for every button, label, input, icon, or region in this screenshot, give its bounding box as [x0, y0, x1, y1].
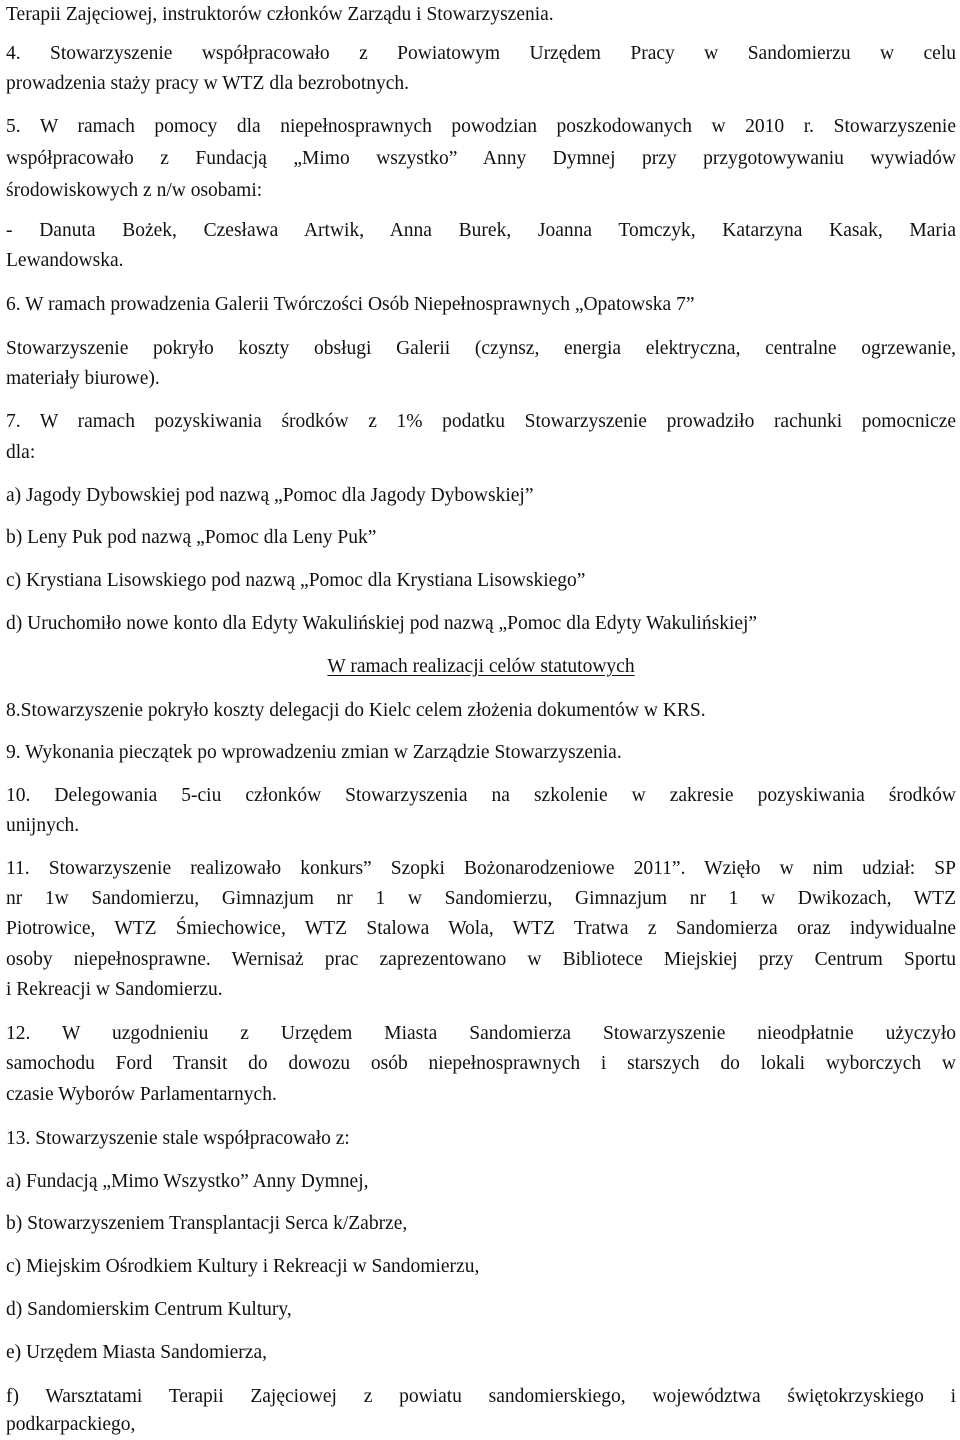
text-line: b) Leny Puk pod nazwą „Pomoc dla Leny Puk”	[6, 527, 377, 548]
text-line: d) Sandomierskim Centrum Kultury,	[6, 1299, 292, 1320]
text-line: nr 1w Sandomierzu, Gimnazjum nr 1 w Sandomierzu, Gimnazjum nr 1 w Dwikozach, WTZ	[6, 888, 956, 909]
text-line: unijnych.	[6, 815, 80, 836]
text-line: Piotrowice, WTZ Śmiechowice, WTZ Stalowa Wola, WTZ Tratwa z Sandomierza oraz indywidualne	[6, 918, 956, 939]
text-line: a) Jagody Dybowskiej pod nazwą „Pomoc dla Jagody Dybowskiej”	[6, 485, 534, 506]
text-line: podkarpackiego,	[6, 1414, 136, 1435]
text-line: e) Urzędem Miasta Sandomierza,	[6, 1342, 267, 1363]
text-line: 5. W ramach pomocy dla niepełnosprawnych powodzian poszkodowanych w 2010 r. Stowarzyszenie	[6, 116, 956, 137]
text-line: prowadzenia staży pracy w WTZ dla bezrobotnych.	[6, 73, 410, 94]
text-line: środowiskowych z n/w osobami:	[6, 180, 263, 201]
text-line: 10. Delegowania 5-ciu członków Stowarzyszenia na szkolenie w zakresie pozyskiwania środków	[6, 785, 956, 806]
text-line: 12. W uzgodnieniu z Urzędem Miasta Sandomierza Stowarzyszenie nieodpłatnie użyczyło	[6, 1023, 956, 1044]
text-line: c) Miejskim Ośrodkiem Kultury i Rekreacji w Sandomierzu,	[6, 1256, 480, 1277]
text-line: f) Warsztatami Terapii Zajęciowej z powiatu sandomierskiego, województwa świętokrzyskiego i	[6, 1386, 956, 1407]
text-line: czasie Wyborów Parlamentarnych.	[6, 1084, 277, 1105]
text-line: - Danuta Bożek, Czesława Artwik, Anna Burek, Joanna Tomczyk, Katarzyna Kasak, Maria	[6, 220, 956, 241]
text-line: dla:	[6, 442, 36, 463]
text-line: b) Stowarzyszeniem Transplantacji Serca k/Zabrze,	[6, 1213, 408, 1234]
text-line: Terapii Zajęciowej, instruktorów członków Zarządu i Stowarzyszenia.	[6, 4, 554, 25]
text-line: materiały biurowe).	[6, 368, 160, 389]
text-line: 4. Stowarzyszenie współpracowało z Powiatowym Urzędem Pracy w Sandomierzu w celu	[6, 43, 956, 64]
text-line: 6. W ramach prowadzenia Galerii Twórczości Osób Niepełnosprawnych „Opatowska 7”	[6, 294, 695, 315]
text-line: współpracowało z Fundacją „Mimo wszystko” Anny Dymnej przy przygotowywaniu wywiadów	[6, 148, 956, 169]
text-line: 11. Stowarzyszenie realizowało konkurs” Szopki Bożonarodzeniowe 2011”. Wzięło w nim udział: SP	[6, 858, 956, 879]
text-line: 8.Stowarzyszenie pokryło koszty delegacji do Kielc celem złożenia dokumentów w KRS.	[6, 700, 706, 721]
text-line: i Rekreacji w Sandomierzu.	[6, 979, 223, 1000]
text-line: c) Krystiana Lisowskiego pod nazwą „Pomoc dla Krystiana Lisowskiego”	[6, 570, 586, 591]
text-line: a) Fundacją „Mimo Wszystko” Anny Dymnej,	[6, 1171, 369, 1192]
text-line: Stowarzyszenie pokryło koszty obsługi Galerii (czynsz, energia elektryczna, centralne ogrzewanie,	[6, 338, 956, 359]
text-line: d) Uruchomiło nowe konto dla Edyty Wakulińskiej pod nazwą „Pomoc dla Edyty Wakulińskiej”	[6, 613, 758, 634]
text-line: osoby niepełnosprawne. Wernisaż prac zaprezentowano w Bibliotece Miejskiej przy Centrum Sportu	[6, 949, 956, 970]
text-line: Lewandowska.	[6, 250, 124, 271]
text-line: 7. W ramach pozyskiwania środków z 1% podatku Stowarzyszenie prowadziło rachunki pomocnicze	[6, 411, 956, 432]
text-line: samochodu Ford Transit do dowozu osób niepełnosprawnych i starszych do lokali wyborczych w	[6, 1053, 956, 1074]
section-heading: W ramach realizacji celów statutowych	[327, 656, 635, 677]
text-line: 9. Wykonania pieczątek po wprowadzeniu zmian w Zarządzie Stowarzyszenia.	[6, 742, 622, 763]
text-line: 13. Stowarzyszenie stale współpracowało z:	[6, 1128, 350, 1149]
